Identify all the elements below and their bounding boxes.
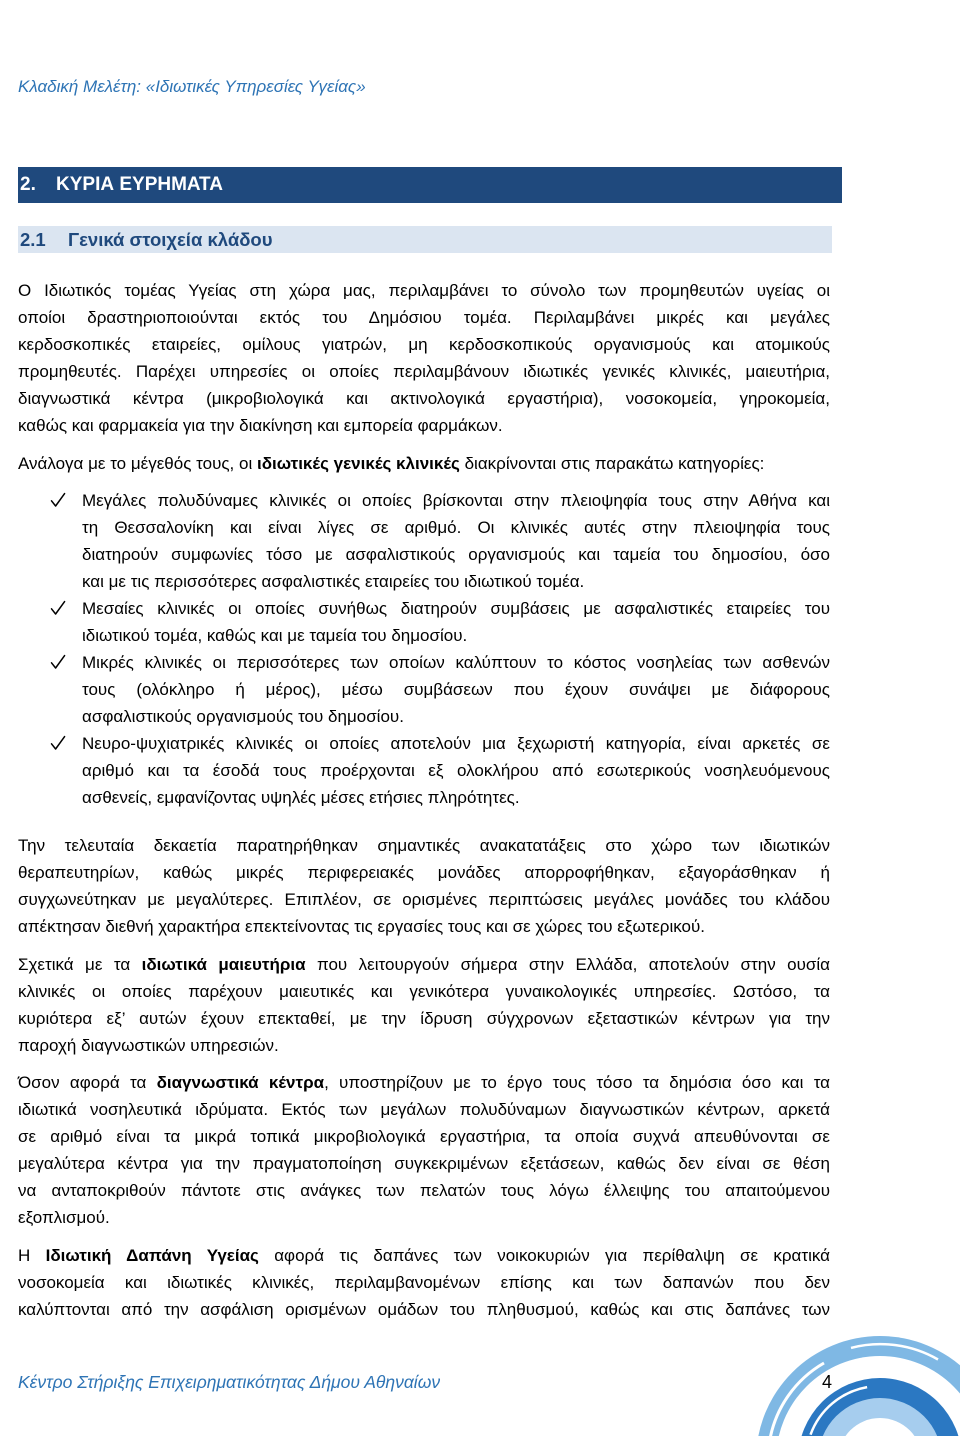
text-line [18, 951, 830, 978]
text-line: ασφαλιστικούς οργανισμούς του δημοσίου. [82, 707, 404, 726]
bold-term: ιδιωτικά μαιευτήρια [141, 955, 306, 974]
paragraph-market-restructuring [18, 832, 830, 940]
text-line: ιδιωτικού τομέα, καθώς και με ταμεία του δημοσίου. [82, 626, 468, 645]
text-run: , υποστηρίζουν με το έργο τους τόσο τα δημόσια όσο και τα [324, 1073, 830, 1092]
paragraph-maternity-clinics [18, 951, 830, 1059]
text-line: καθώς και φαρμακεία για την διακίνηση και εμπορεία φαρμάκων. [18, 416, 503, 435]
text-line: νοσοκομεία και ιδιωτικές κλινικές, περιλαμβανομένων επίσης και των δαπανών που δεν [18, 1273, 830, 1292]
text-run: διακρίνονται στις παρακάτω κατηγορίες: [459, 454, 765, 473]
text-line: και με τις περισσότερες ασφαλιστικές εταιρείες του ιδιωτικού τομέα. [82, 572, 585, 591]
text-line: Μεσαίες κλινικές οι οποίες συνήθως διατηρούν συμβάσεις με ασφαλιστικές εταιρείες του [82, 599, 830, 618]
list-item [18, 730, 830, 811]
text-line: εξοπλισμού. [18, 1208, 110, 1227]
text-line: Την τελευταία δεκαετία παρατηρήθηκαν σημαντικές ανακατατάξεις στο χώρο των ιδιωτικών [18, 836, 830, 855]
text-line: ασθενείς, εμφανίζοντας υψηλές μέσες ετήσιες πληρότητες. [82, 788, 520, 807]
paragraph-clinic-categories-intro [18, 450, 830, 477]
list-item [18, 649, 830, 730]
list-item [18, 487, 830, 595]
check-icon [50, 492, 66, 508]
text-line: προμηθευτές. Παρέχει υπηρεσίες οι οποίες περιλαμβάνουν ιδιωτικές γενικές κλινικές, μαιευτήρια, [18, 362, 830, 381]
section-title: ΚΥΡΙΑ ΕΥΡΗΜΑΤΑ [56, 174, 223, 195]
text-line: σε αριθμό είναι τα μικρά τοπικά μικροβιολογικά εργαστήρια, τα οποία συχνά απευθύνονται σε [18, 1127, 830, 1146]
paragraph-private-health-expenditure [18, 1242, 830, 1323]
text-line: θεραπευτηρίων, καθώς μικρές περιφερειακές μονάδες απορροφήθηκαν, εξαγοράσθηκαν ή [18, 863, 830, 882]
paragraph-diagnostic-centers [18, 1069, 830, 1231]
section-number: 2. [20, 174, 36, 195]
text-run: Ανάλογα με το μέγεθός τους, οι [18, 454, 257, 473]
text-line: αριθμό και τα έσοδά τους προέρχονται εξ ολοκλήρου από εσωτερικούς νοσηλευόμενους [82, 761, 830, 780]
text-line: διατηρούν συμφωνίες τόσο με ασφαλιστικούς οργανισμούς και ταμεία του δημοσίου, όσο [82, 545, 830, 564]
text-line: οποίοι δραστηριοποιούνται εκτός του Δημόσιου τομέα. Περιλαμβάνει μικρές και μεγάλες [18, 308, 830, 327]
text-line [18, 450, 830, 477]
text-line [18, 1069, 830, 1096]
page-number: 4 [822, 1372, 833, 1392]
text-run: που λειτουργούν σήμερα στην Ελλάδα, αποτελούν στην ουσία [305, 955, 830, 974]
text-line: κλινικές οι οποίες παρέχουν μαιευτικές και γενικότερα γυναικολογικές υπηρεσίες. Ωστόσο, τα [18, 982, 830, 1001]
text-line: να ανταποκριθούν πάντοτε στις ανάγκες των πελατών τους λόγω έλλειψης του απαιτούμενου [18, 1181, 830, 1200]
bold-term: Ιδιωτική Δαπάνη Υγείας [45, 1246, 259, 1265]
text-line: μεγαλύτερα κέντρα για την πραγματοποίηση συγκεκριμένων εξετάσεων, καθώς δεν είναι σε θέση [18, 1154, 830, 1173]
running-header-title: Κλαδική Μελέτη: «Ιδιωτικές Υπηρεσίες Υγείας» [18, 77, 366, 96]
text-line: Μεγάλες πολυδύναμες κλινικές οι οποίες βρίσκονται στην πλειοψηφία τους στην Αθήνα και [82, 491, 830, 510]
text-run: Η [18, 1246, 46, 1265]
text-line [18, 1242, 830, 1269]
footer-organization: Κέντρο Στήριξης Επιχειρηματικότητας Δήμου Αθηναίων [18, 1372, 441, 1392]
list-item [18, 595, 830, 649]
text-run: αφορά τις δαπάνες των νοικοκυριών για περίθαλψη σε κρατικά [258, 1246, 830, 1265]
bold-term: διαγνωστικά κέντρα [156, 1073, 325, 1092]
text-line: καλύπτονται από την ασφάλιση ορισμένων ομάδων του πληθυσμού, καθώς και στις δαπάνες των [18, 1300, 830, 1319]
text-run: Όσον αφορά τα [18, 1073, 157, 1092]
text-run: Σχετικά με τα [18, 955, 142, 974]
check-icon [50, 735, 66, 751]
text-line: κερδοσκοπικές εταιρείες, ομίλους γιατρών, μη κερδοσκοπικούς οργανισμούς και ατομικούς [18, 335, 830, 354]
text-line: Νευρο-ψυχιατρικές κλινικές οι οποίες αποτελούν μια ξεχωριστή κατηγορία, είναι αρκετές σε [82, 734, 830, 753]
ring-logo-icon [740, 1320, 960, 1436]
subsection-heading [18, 226, 832, 253]
text-line: διαγνωστικά κέντρα (μικροβιολογικά και ακτινολογικά εργαστήρια), νοσοκομεία, γηροκομεία, [18, 389, 830, 408]
subsection-title: Γενικά στοιχεία κλάδου [68, 229, 273, 250]
check-icon [50, 654, 66, 670]
text-line: απέκτησαν διεθνή χαρακτήρα επεκτείνοντας τις εργασίες τους και σε χώρες του εξωτερικού. [18, 917, 706, 936]
text-line: παροχή διαγνωστικών υπηρεσιών. [18, 1036, 279, 1055]
text-line: συγχωνεύτηκαν με μεγαλύτερες. Επιπλέον, σε ορισμένες περιπτώσεις μεγάλες μονάδες του κλάδου [18, 890, 830, 909]
text-line: τους (ολόκληρο ή μέρος), μέσω συμβάσεων που έχουν συνάψει με διάφορους [82, 680, 830, 699]
section-heading [18, 167, 842, 203]
text-line: κυριότερα εξ’ αυτών έχουν επεκταθεί, με την ίδρυση σύγχρονων εξεταστικών κέντρων για την [18, 1009, 830, 1028]
text-line: Ο Ιδιωτικός τομέας Υγείας στη χώρα μας, περιλαμβάνει το σύνολο των προμηθευτών υγείας οι [18, 281, 830, 300]
text-line: Μικρές κλινικές οι περισσότερες των οποίων καλύπτουν το κόστος νοσηλείας των ασθενών [82, 653, 830, 672]
text-line: ιδιωτικά νοσηλευτικά ιδρύματα. Εκτός των μεγάλων πολυδύναμων διαγνωστικών κέντρων, αρκετά [18, 1100, 830, 1119]
check-icon [50, 600, 66, 616]
clinic-categories-list [18, 487, 830, 811]
text-line: τη Θεσσαλονίκη και είναι λίγες σε αριθμό. Οι κλινικές αυτές στην πλειοψηφία τους [82, 518, 830, 537]
bold-term: ιδιωτικές γενικές κλινικές [256, 454, 460, 473]
paragraph-private-sector [18, 277, 830, 439]
subsection-number: 2.1 [20, 229, 46, 250]
